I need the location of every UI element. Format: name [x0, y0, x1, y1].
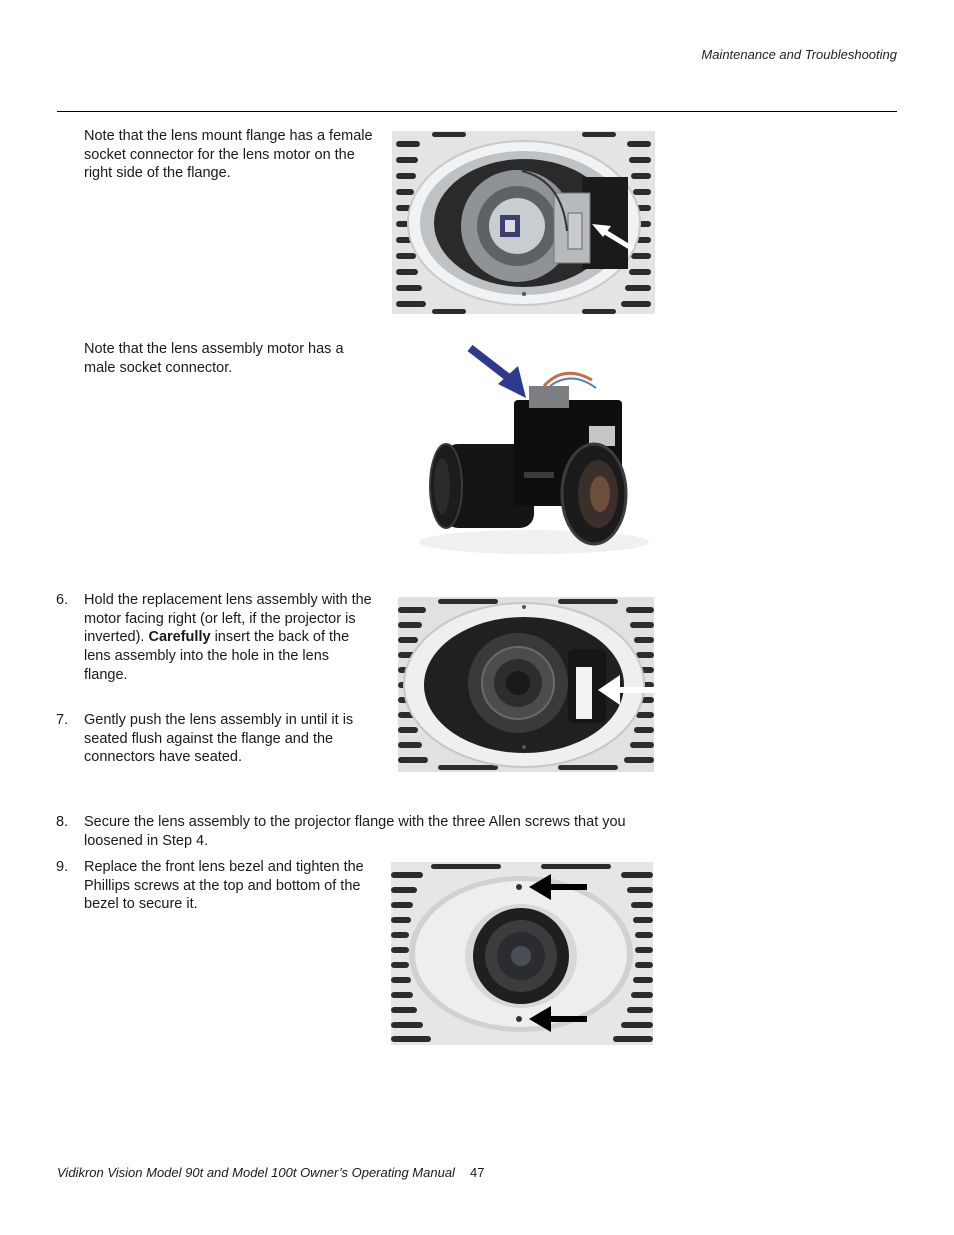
- step-text: Gently push the lens assembly in until it is seated flush against the flange and the connectors have seated.: [84, 712, 354, 766]
- step-7: [56, 711, 376, 767]
- running-header: Maintenance and Troubleshooting: [701, 47, 897, 62]
- note-lens-flange: Note that the lens mount flange has a female socket connector for the lens motor on the right side of the flange.: [84, 128, 373, 182]
- step-number: 6.: [56, 592, 69, 608]
- photo-lens-mount-flange: [392, 131, 655, 314]
- page-number: 47: [470, 1165, 485, 1180]
- photo-lens-inserted: [398, 597, 654, 772]
- step-text: Hold the replacement lens assembly with the motor facing right (or left, if the projector is inverted).: [84, 592, 372, 646]
- footer-manual-title: Vidikron Vision Model 90t and Model 100t Owner’s Operating Manual: [57, 1165, 455, 1180]
- step-number: 8.: [56, 814, 69, 830]
- photo-lens-bezel: [391, 862, 653, 1045]
- step-text: insert the back of the lens assembly into the hole in the lens flange.: [84, 629, 350, 683]
- header-rule: [57, 111, 897, 112]
- step-number: 9.: [56, 859, 69, 875]
- step-text: Replace the front lens bezel and tighten the Phillips screws at the top and bottom of the bezel to secure it.: [84, 859, 364, 913]
- photo-lens-assembly: [414, 344, 654, 558]
- step-number: 7.: [56, 712, 69, 728]
- step-text: Secure the lens assembly to the projector flange with the three Allen screws that you loosened in Step 4.: [84, 814, 626, 849]
- step-8: [56, 813, 644, 850]
- note-lens-motor: Note that the lens assembly motor has a male socket connector.: [84, 341, 344, 376]
- step-9: [56, 858, 376, 914]
- step-emphasis: Carefully: [148, 629, 211, 646]
- step-6: [56, 591, 376, 685]
